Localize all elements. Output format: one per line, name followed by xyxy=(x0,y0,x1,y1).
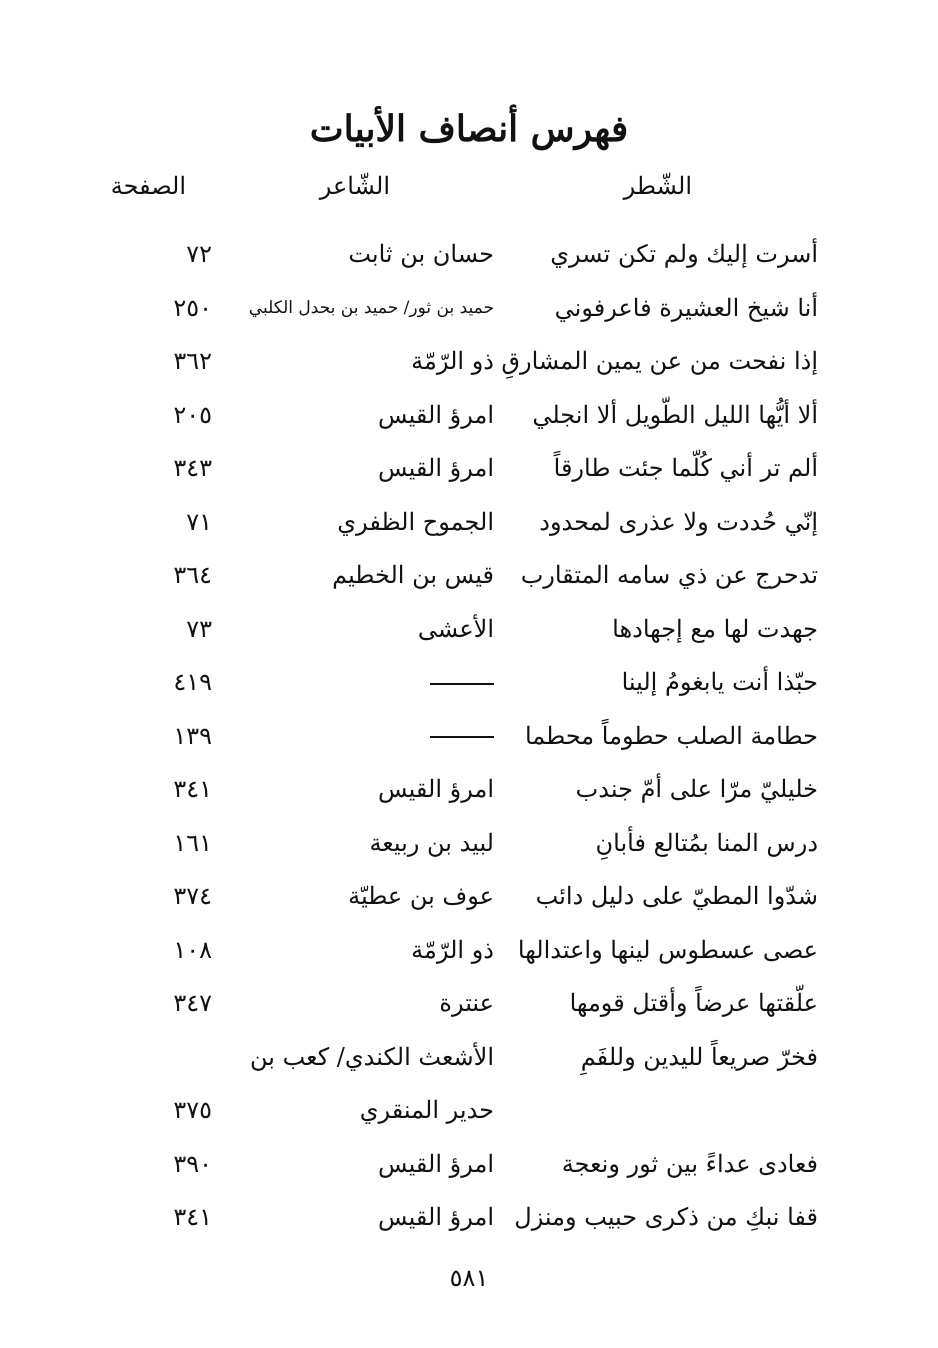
page-cell: ٣٤٣ xyxy=(173,454,212,482)
poet-cell: امرؤ القيس xyxy=(378,400,494,429)
page-cell: ١٠٨ xyxy=(173,935,212,964)
page-cell: ٣٧٤ xyxy=(173,882,212,910)
header-poet: الشّاعر xyxy=(319,172,390,200)
page-number: ٥٨١ xyxy=(449,1264,489,1292)
verse-cell: خليليّ مرّا على أمّ جندب xyxy=(575,775,818,803)
index-row xyxy=(0,1195,938,1249)
verse-cell: تدحرج عن ذي سامه المتقارب xyxy=(520,561,818,589)
poet-cell: حسان بن ثابت xyxy=(348,240,494,268)
verse-cell: ألا أيُّها الليل الطّويل ألا انجلي xyxy=(532,400,818,429)
poet-cell: ذو الرّمّة xyxy=(411,347,494,375)
index-row xyxy=(0,500,938,554)
verse-cell: حبّذا أنت يابغومُ إلينا xyxy=(621,668,818,696)
poet-cell: قيس بن الخطيم xyxy=(332,561,494,589)
page-cell: ٤١٩ xyxy=(173,668,212,696)
poet-cell: امرؤ القيس xyxy=(378,454,494,482)
index-row xyxy=(0,339,938,393)
index-row xyxy=(0,393,938,447)
verse-cell: حطامة الصلب حطوماً محطما xyxy=(524,721,818,750)
index-row xyxy=(0,821,938,875)
unknown-poet-dash xyxy=(430,736,494,738)
index-row xyxy=(0,928,938,982)
poet-cell: الجموح الظفري xyxy=(337,507,494,536)
verse-cell: ألم تر أني كُلّما جئت طارقاً xyxy=(553,454,818,482)
index-row xyxy=(0,767,938,821)
verse-cell: فعادى عداءً بين ثور ونعجة xyxy=(561,1149,818,1178)
index-table xyxy=(0,232,938,1249)
index-row xyxy=(0,714,938,768)
verse-cell: أسرت إليك ولم تكن تسري xyxy=(550,240,818,268)
index-row xyxy=(0,1088,938,1142)
page-cell: ٣٤١ xyxy=(173,775,212,803)
unknown-poet-dash xyxy=(430,683,494,685)
verse-cell: جهدت لها مع إجهادها xyxy=(612,614,818,643)
poet-cell: لبيد بن ربيعة xyxy=(369,828,494,857)
poet-cell-unknown xyxy=(194,714,494,758)
page-cell: ٢٠٥ xyxy=(173,400,212,429)
verse-cell: شدّوا المطيّ على دليل دائب xyxy=(535,882,818,910)
verse-cell: فخرّ صريعاً لليدين وللفَمِ xyxy=(580,1042,818,1071)
page-cell: ٣٩٠ xyxy=(173,1149,212,1178)
page-cell: ٣٤١ xyxy=(173,1203,212,1231)
index-row xyxy=(0,232,938,286)
header-page: الصفحة xyxy=(110,172,186,200)
verse-cell: قفا نبكِ من ذكرى حبيب ومنزل xyxy=(514,1203,818,1231)
index-row xyxy=(0,1035,938,1089)
page-cell: ٣٦٤ xyxy=(173,561,212,589)
verse-cell: عصى عسطوس لينها واعتدالها xyxy=(517,935,818,964)
index-row xyxy=(0,1142,938,1196)
index-row xyxy=(0,446,938,500)
poet-cell: ذو الرّمّة xyxy=(411,935,494,964)
page-cell: ٣٤٧ xyxy=(173,989,212,1017)
index-row xyxy=(0,286,938,340)
page-cell: ٣٦٢ xyxy=(173,347,212,375)
index-row xyxy=(0,607,938,661)
column-headers xyxy=(0,172,938,212)
poet-cell: امرؤ القيس xyxy=(378,1149,494,1178)
verse-cell: أنا شيخ العشيرة فاعرفوني xyxy=(554,293,818,322)
poet-cell: الأشعث الكندي/ كعب بن xyxy=(250,1042,494,1071)
index-row xyxy=(0,874,938,928)
verse-cell: علّقتها عرضاً وأقتل قومها xyxy=(569,989,818,1017)
poet-cell: امرؤ القيس xyxy=(378,1203,494,1231)
page-title: فهرس أنصاف الأبيات xyxy=(309,108,629,150)
poet-cell: حميد بن ثور/ حميد بن بحدل الكلبي xyxy=(248,297,494,318)
poet-cell: عنترة xyxy=(439,989,494,1017)
page-cell: ١٣٩ xyxy=(173,721,212,750)
page-cell: ٧٢ xyxy=(186,240,212,268)
page-cell: ٣٧٥ xyxy=(173,1096,212,1124)
poet-cell-unknown xyxy=(194,660,494,704)
page-cell: ٧٣ xyxy=(186,614,212,643)
verse-cell: إنّي حُددت ولا عذرى لمحدود xyxy=(539,507,818,536)
index-row xyxy=(0,553,938,607)
verse-cell: درس المنا بمُتالع فأبانِ xyxy=(595,828,818,857)
page-cell: ٢٥٠ xyxy=(173,293,212,322)
index-row xyxy=(0,981,938,1035)
poet-cell: عوف بن عطيّة xyxy=(348,882,494,910)
index-row xyxy=(0,660,938,714)
verse-cell: إذا نفحت من عن يمين المشارقِ xyxy=(501,347,818,375)
poet-cell: حدير المنقري xyxy=(359,1096,494,1124)
page-cell: ٧١ xyxy=(186,507,212,536)
page-cell: ١٦١ xyxy=(173,828,212,857)
poet-cell: الأعشى xyxy=(417,614,494,643)
header-verse: الشّطر xyxy=(623,172,692,200)
poet-cell: امرؤ القيس xyxy=(378,775,494,803)
